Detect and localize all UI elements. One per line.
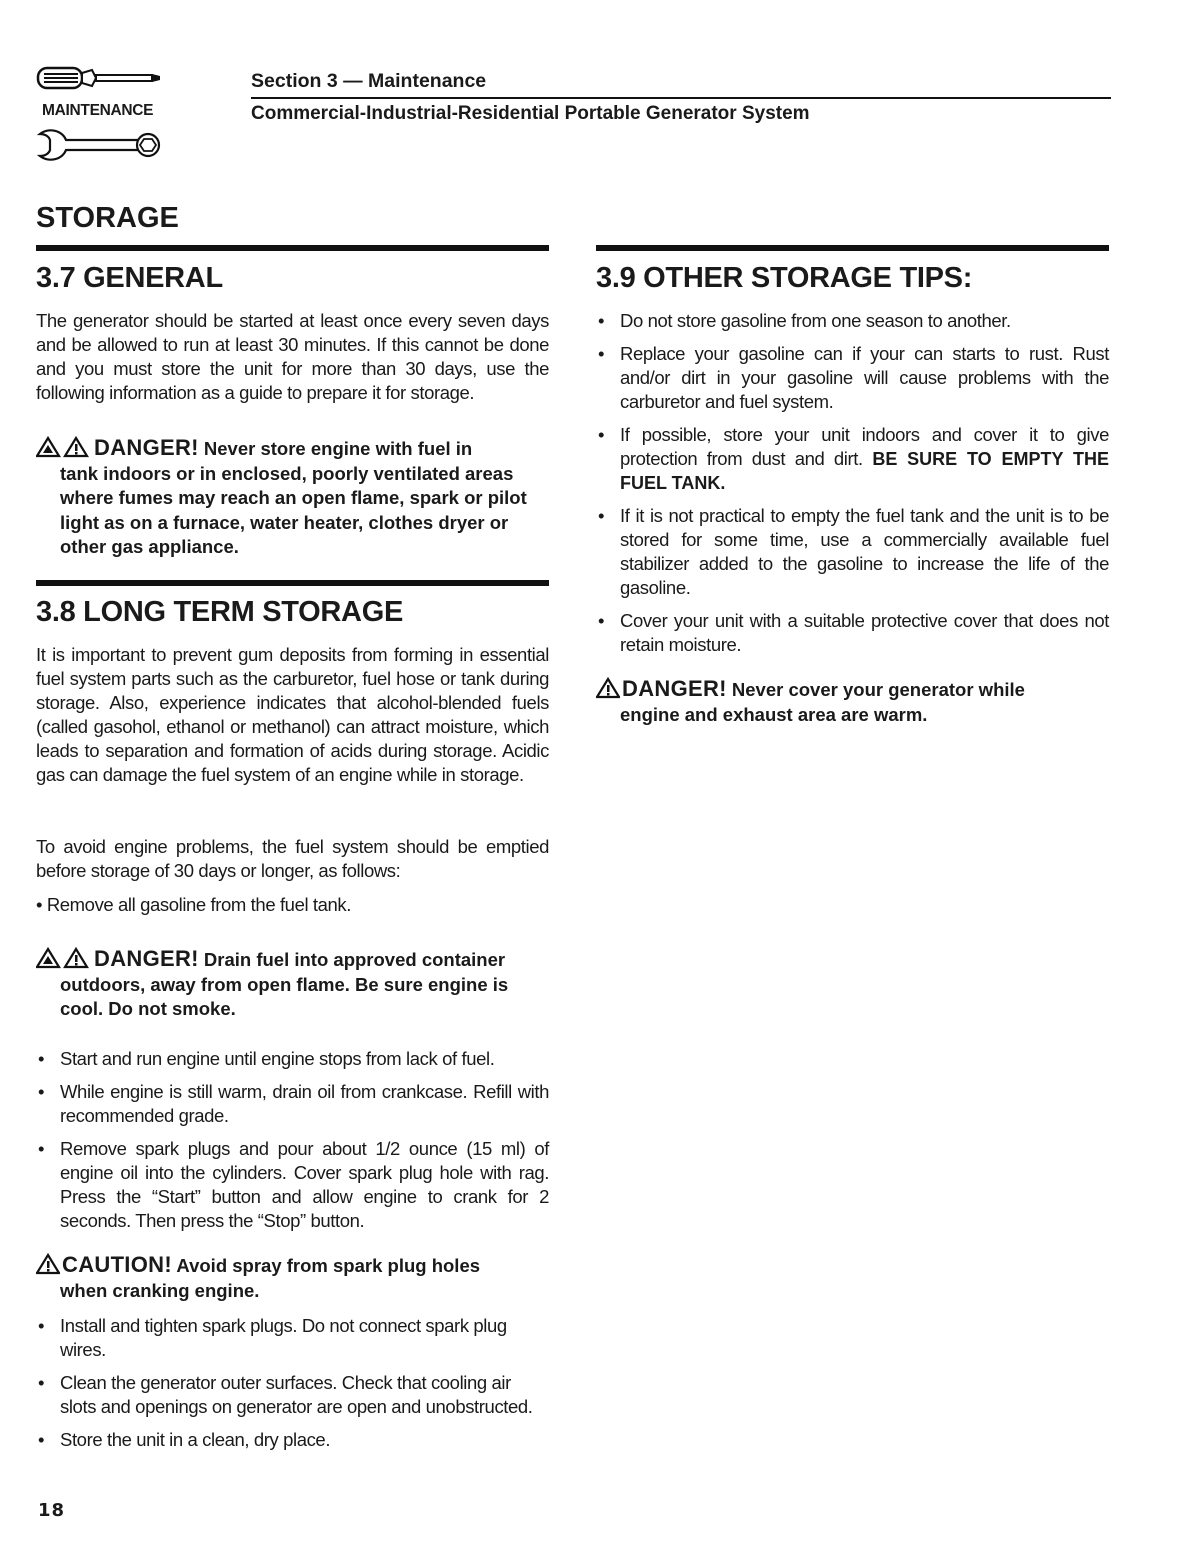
list-item: • Remove spark plugs and pour about 1/2 ounce (15 ml) of engine oil into the cylinders. Cover spark plug hole with rag. Press the “Start” button and allow engine to crank for 2 seconds. Then press the “Stop” button.: [36, 1137, 549, 1233]
section-rule: [36, 580, 549, 586]
danger-label: DANGER!: [94, 946, 199, 971]
header-rule: [251, 97, 1111, 99]
list-item: • While engine is still warm, drain oil from crankcase. Refill with recommended grade.: [36, 1080, 549, 1128]
section-rule: [36, 245, 549, 251]
section-rule: [596, 245, 1109, 251]
list-item: • Install and tighten spark plugs. Do not connect spark plug wires.: [36, 1314, 536, 1362]
caution-notice: [36, 1253, 556, 1303]
danger-text-continued: engine and exhaust area are warm.: [620, 703, 928, 725]
list-item: [596, 423, 1109, 495]
section-title: Section 3 — Maintenance: [251, 70, 487, 92]
general-body: The generator should be started at least once every seven days and be allowed to run at least 30 minutes. If this cannot be done and you must store the unit for more than 30 days, use the following information as a guide to prepare it for storage.: [36, 310, 549, 403]
storage-tips-list: [596, 309, 1109, 666]
warning-icon: [596, 677, 620, 699]
maintenance-label: MAINTENANCE: [42, 102, 154, 119]
final-steps-list: [36, 1314, 536, 1461]
list-item: • Clean the generator outer surfaces. Check that cooling air slots and openings on generator are open and unobstructed.: [36, 1371, 536, 1419]
section-heading-general: 3.7 GENERAL: [36, 262, 223, 294]
danger-text-continued: outdoors, away from open flame. Be sure engine is cool. Do not smoke.: [60, 973, 509, 1019]
danger-text: Never store engine with fuel in: [203, 438, 473, 459]
wrench-icon: [36, 128, 166, 164]
list-item: • Replace your gasoline can if your can starts to rust. Rust and/or dirt in your gasoline will cause problems with the carburetor and fuel system.: [596, 342, 1109, 414]
section-heading-other-tips: 3.9 OTHER STORAGE TIPS:: [596, 262, 973, 294]
danger-notice-drain-fuel: [36, 947, 556, 1022]
warning-icon: [36, 947, 92, 969]
caution-text: Avoid spray from spark plug holes: [176, 1255, 481, 1276]
list-item: • If it is not practical to empty the fuel tank and the unit is to be stored for some time, use a commercially available fuel stabilizer added to the gasoline to increase the life of the gasoline.: [596, 504, 1109, 600]
danger-text: Never cover your generator while: [731, 679, 1025, 700]
maintenance-badge: [36, 64, 166, 164]
tip-emphasis: BE SURE TO EMPTY THE FUEL TANK.: [620, 449, 1109, 493]
danger-label: DANGER!: [94, 435, 199, 460]
caution-label: CAUTION!: [62, 1252, 172, 1277]
storage-steps-list: [36, 1047, 549, 1242]
danger-notice-fuel-storage: [36, 436, 536, 560]
list-item: • Cover your unit with a suitable protective cover that does not retain moisture.: [596, 609, 1109, 657]
page-title: STORAGE: [36, 202, 179, 234]
long-term-body: It is important to prevent gum deposits from forming in essential fuel system parts such as the carburetor, fuel hose or tank during storage. Also, experience indicates that alcohol-blended fuels (called gasohol, ethanol or methanol) can attract moisture, which leads to separation and formation of acids during storage. Acidic gas can damage the fuel system of an engine while in storage.: [36, 644, 549, 785]
list-item: • Start and run engine until engine stops from lack of fuel.: [36, 1047, 549, 1071]
document-subtitle: Commercial-Industrial-Residential Portable Generator System: [251, 103, 810, 124]
page-number: 18: [38, 1500, 66, 1521]
caution-text-continued: when cranking engine.: [60, 1279, 260, 1301]
tip-text: If possible, store your unit indoors and cover it to give protection from dust and dirt.: [620, 424, 1109, 469]
long-term-instructions: To avoid engine problems, the fuel system should be emptied before storage of 30 days or longer, as follows:: [36, 836, 549, 881]
warning-icon: [36, 436, 92, 458]
warning-icon: [36, 1253, 60, 1275]
danger-text-continued: tank indoors or in enclosed, poorly ventilated areas where fumes may reach an open flame, spark or pilot light as on a furnace, water heater, clothes dryer or other gas appliance.: [60, 462, 527, 557]
section-heading-long-term: 3.8 LONG TERM STORAGE: [36, 596, 403, 628]
remove-gasoline-item: • Remove all gasoline from the fuel tank.: [36, 894, 352, 915]
danger-label: DANGER!: [622, 676, 727, 701]
list-item: • Do not store gasoline from one season to another.: [596, 309, 1109, 333]
danger-text: Drain fuel into approved container: [203, 949, 506, 970]
screwdriver-icon: [36, 64, 166, 94]
list-item: • Store the unit in a clean, dry place.: [36, 1428, 536, 1452]
danger-notice-cover: [596, 677, 1096, 727]
